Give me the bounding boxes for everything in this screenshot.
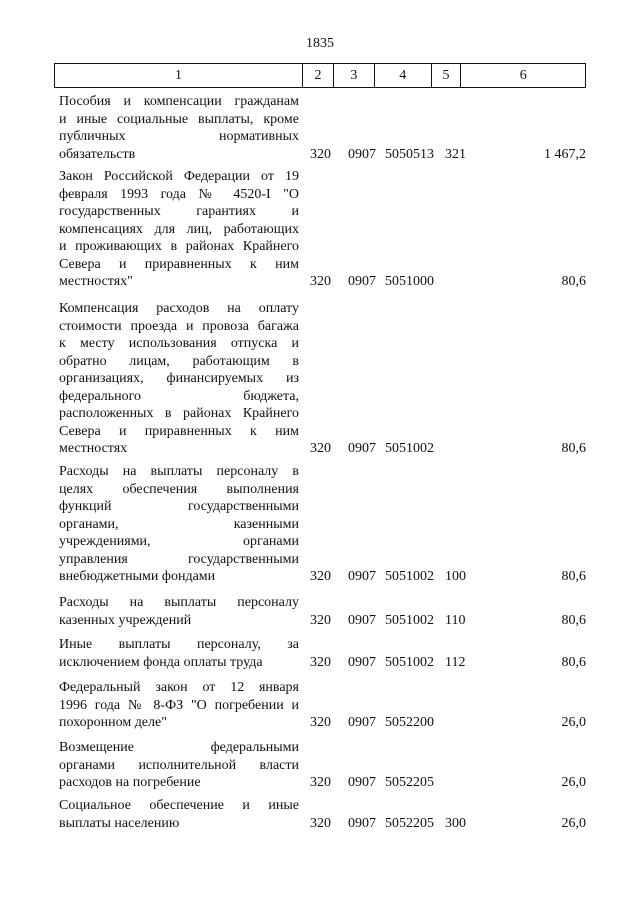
cell-cs-code: 5051002 [385, 441, 434, 456]
description-line: расположенных в районах Крайнего [59, 406, 299, 421]
cell-gr-code: 320 [310, 715, 331, 730]
row-description [59, 300, 299, 458]
page-number: 1835 [306, 36, 334, 51]
table-row [54, 463, 586, 586]
table-row [54, 168, 586, 291]
cell-rz-code: 0907 [348, 775, 376, 790]
cell-rz-code: 0907 [348, 441, 376, 456]
cell-vr-code: 112 [445, 654, 466, 670]
cell-gr-code: 320 [310, 146, 331, 162]
cell-cs-code: 5050513 [385, 146, 434, 162]
description-line: управления государственными [59, 551, 299, 567]
description-line: организациях, финансируемых из [59, 371, 299, 386]
cell-amount: 1 467,2 [544, 146, 586, 162]
description-line: расходов на погребение [59, 775, 201, 790]
description-line: государственных гарантиях и [59, 204, 299, 219]
row-description [59, 797, 299, 832]
cell-amount: 80,6 [561, 569, 586, 584]
description-line: Федеральный закон от 12 января [59, 680, 299, 695]
cell-gr-code: 320 [310, 569, 331, 584]
cell-gr-code: 320 [310, 612, 331, 628]
description-line: Закон Российской Федерации от 19 [59, 169, 299, 184]
cell-rz-code: 0907 [348, 654, 376, 670]
description-line: местностях" [59, 274, 133, 289]
table-row [54, 739, 586, 792]
row-description [59, 168, 299, 291]
cell-amount: 26,0 [561, 815, 586, 831]
description-line: обязательств [59, 146, 136, 162]
description-line: казенных учреждений [59, 612, 192, 628]
cell-cs-code: 5051002 [385, 654, 434, 670]
table-row [54, 594, 586, 629]
table-row [54, 679, 586, 732]
description-line: органами, казенными [59, 516, 299, 532]
row-description [59, 463, 299, 586]
cell-vr-code: 300 [445, 815, 466, 831]
header-col-5: 5 [432, 64, 462, 87]
description-line: внебюджетными фондами [59, 569, 216, 584]
cell-cs-code: 5051002 [385, 569, 434, 584]
description-line: Пособия и компенсации гражданам [59, 94, 299, 109]
cell-gr-code: 320 [310, 815, 331, 831]
row-description [59, 679, 299, 732]
header-col-2: 2 [303, 64, 334, 87]
cell-cs-code: 5051002 [385, 612, 434, 628]
description-line: местностях [59, 441, 128, 456]
header-col-4: 4 [375, 64, 432, 87]
description-line: исключением фонда оплаты труда [59, 654, 263, 670]
description-line: учреждениями, органами [59, 534, 299, 549]
description-line: выплаты населению [59, 815, 180, 831]
description-line: и иные социальные выплаты, кроме [59, 111, 299, 127]
description-line: Иные выплаты персоналу, за [59, 637, 299, 652]
cell-amount: 80,6 [561, 274, 586, 289]
cell-amount: 26,0 [561, 715, 586, 730]
cell-rz-code: 0907 [348, 815, 376, 831]
row-description [59, 594, 299, 629]
cell-vr-code: 100 [445, 569, 466, 584]
description-line: Севера и приравненных к ним [59, 256, 299, 272]
description-line: органами исполнительной власти [59, 757, 299, 773]
cell-rz-code: 0907 [348, 274, 376, 289]
description-line: Расходы на выплаты персоналу [59, 595, 299, 610]
cell-amount: 80,6 [561, 441, 586, 456]
description-line: федерального бюджета, [59, 388, 299, 404]
description-line: целях обеспечения выполнения [59, 481, 299, 497]
row-description [59, 739, 299, 792]
cell-amount: 26,0 [561, 775, 586, 790]
cell-cs-code: 5051000 [385, 274, 434, 289]
cell-vr-code: 321 [445, 146, 466, 162]
description-line: публичных нормативных [59, 129, 299, 144]
cell-cs-code: 5052205 [385, 775, 434, 790]
description-line: стоимости проезда и провоза багажа [59, 318, 299, 334]
table-header [54, 63, 586, 88]
cell-amount: 80,6 [561, 612, 586, 628]
row-description [59, 636, 299, 671]
description-line: и проживающих в районах Крайнего [59, 239, 299, 254]
cell-rz-code: 0907 [348, 612, 376, 628]
cell-gr-code: 320 [310, 441, 331, 456]
cell-vr-code: 110 [445, 612, 466, 628]
table-row [54, 636, 586, 671]
description-line: похоронном деле" [59, 715, 167, 730]
description-line: Расходы на выплаты персоналу в [59, 464, 299, 479]
cell-rz-code: 0907 [348, 146, 376, 162]
description-line: обратно лицам, работающим в [59, 353, 299, 369]
description-line: функций государственными [59, 499, 299, 514]
cell-rz-code: 0907 [348, 715, 376, 730]
header-col-1: 1 [55, 64, 303, 87]
cell-amount: 80,6 [561, 654, 586, 670]
cell-cs-code: 5052200 [385, 715, 434, 730]
description-line: компенсациях для лиц, работающих [59, 221, 299, 237]
cell-gr-code: 320 [310, 654, 331, 670]
cell-gr-code: 320 [310, 775, 331, 790]
table-row [54, 300, 586, 458]
description-line: февраля 1993 года № 4520-I "О [59, 186, 299, 202]
description-line: к месту использования отпуска и [59, 336, 299, 351]
header-col-6: 6 [519, 67, 527, 83]
description-line: Возмещение федеральными [59, 740, 299, 755]
table-row [54, 797, 586, 832]
row-description [59, 93, 299, 163]
description-line: Социальное обеспечение и иные [59, 798, 299, 813]
description-line: 1996 года № 8-ФЗ "О погребении и [59, 697, 299, 713]
header-col-3: 3 [334, 64, 375, 87]
description-line: Компенсация расходов на оплату [59, 301, 299, 316]
description-line: Севера и приравненных к ним [59, 423, 299, 439]
cell-cs-code: 5052205 [385, 815, 434, 831]
cell-rz-code: 0907 [348, 569, 376, 584]
cell-gr-code: 320 [310, 274, 331, 289]
table-row [54, 93, 586, 163]
